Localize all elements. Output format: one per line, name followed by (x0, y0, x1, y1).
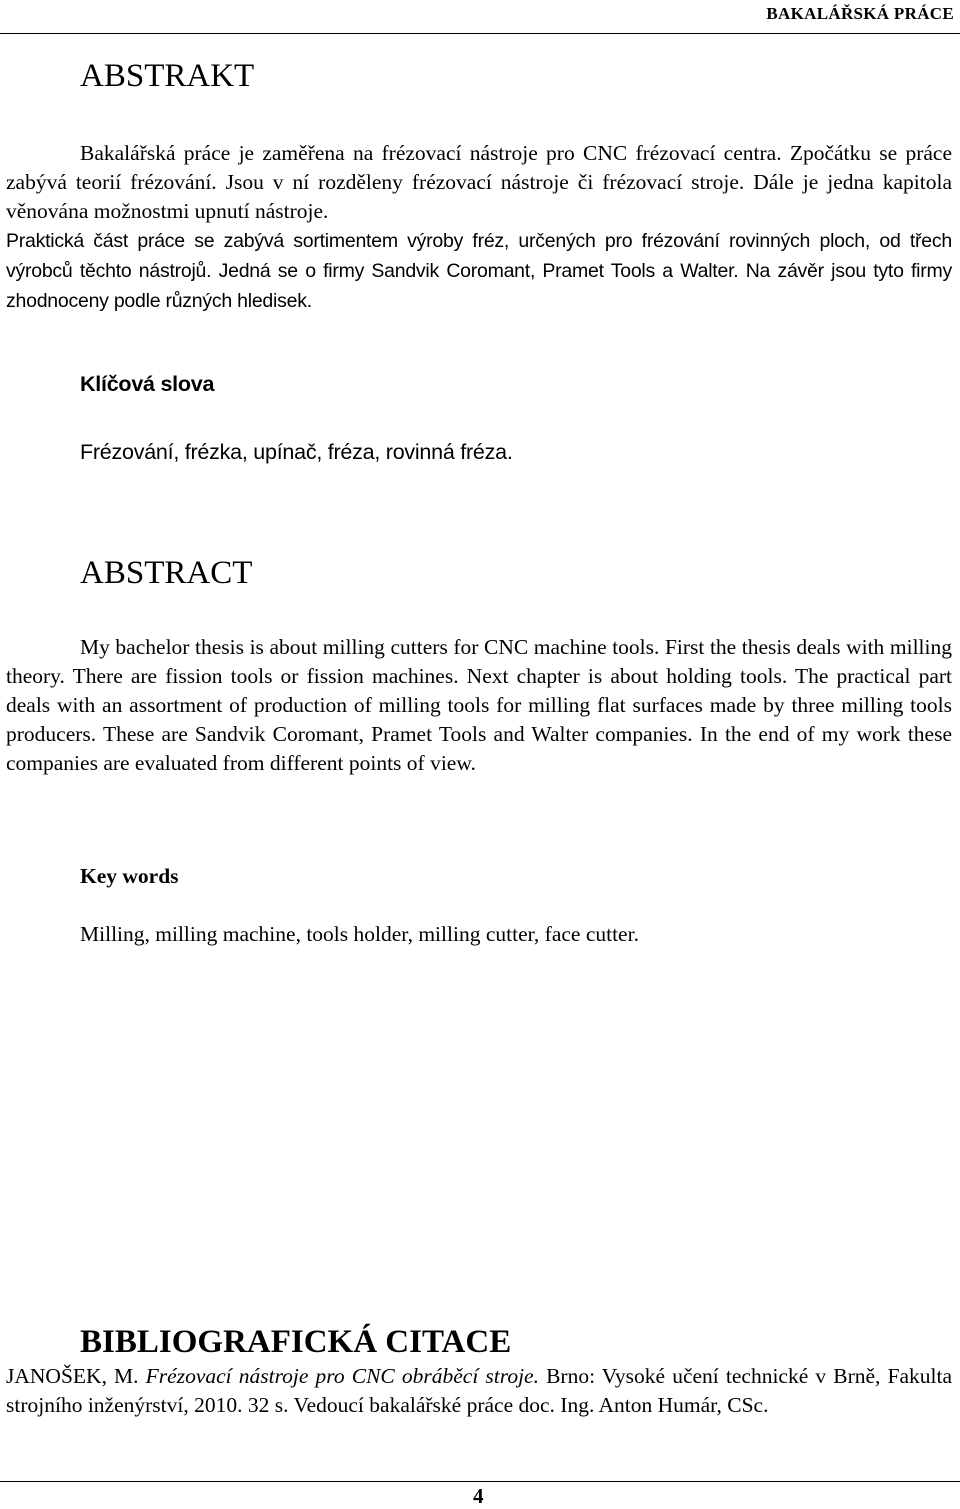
abstrakt-paragraph (6, 139, 952, 316)
abstrakt-heading: ABSTRAKT (80, 58, 255, 94)
citation-title: Frézovací nástroje pro CNC obráběcí stroje. (145, 1364, 539, 1388)
citation-author: JANOŠEK, M. (6, 1364, 139, 1388)
klicova-slova-heading: Klíčová slova (80, 372, 215, 396)
key-words-text: Milling, milling machine, tools holder, milling cutter, face cutter. (80, 922, 639, 946)
running-header (0, 0, 960, 34)
page-number: 4 (473, 1484, 484, 1508)
key-words-heading: Key words (80, 864, 179, 888)
citation-rest: Brno: Vysoké učení technické v Brně, Fakulta strojního inženýrství, 2010. 32 s. Vedoucí bakalářské práce doc. Ing. Anton Humár, CSc. (6, 1364, 953, 1417)
abstrakt-text-sans: Praktická část práce se zabývá sortimentem výroby fréz, určených pro frézování rovinných ploch, od třech výrobců těchto nástrojů. Jedná se o firmy Sandvik Coromant, Pramet Tools a Walter. Na závěr jsou tyto firmy zhodnoceny podle různých hledisek. (6, 230, 952, 312)
citation-paragraph (6, 1362, 952, 1420)
citation-heading: BIBLIOGRAFICKÁ CITACE (80, 1324, 512, 1360)
footer-rule (0, 1481, 960, 1482)
abstrakt-text-serif: Bakalářská práce je zaměřena na frézovací nástroje pro CNC frézovací centra. Zpočátku se práce zabývá teorií frézování. Jsou v ní rozděleny frézovací nástroje či frézovací stroje. Dále je jedna kapitola věnována možnostmi upnutí nástroje. (6, 141, 952, 223)
abstract-paragraph (6, 633, 952, 778)
running-header-title: BAKALÁŘSKÁ PRÁCE (766, 4, 954, 23)
klicova-slova-text: Frézování, frézka, upínač, fréza, rovinná fréza. (80, 440, 513, 464)
abstract-text: My bachelor thesis is about milling cutters for CNC machine tools. First the thesis deals with milling theory. There are fission tools or fission machines. Next chapter is about holding tools. The practical part deals with an assortment of production of milling tools for milling flat surfaces made by three milling tools producers. These are Sandvik Coromant, Pramet Tools and Walter companies. In the end of my work these companies are evaluated from different points of view. (6, 635, 952, 775)
abstract-heading: ABSTRACT (80, 555, 253, 591)
